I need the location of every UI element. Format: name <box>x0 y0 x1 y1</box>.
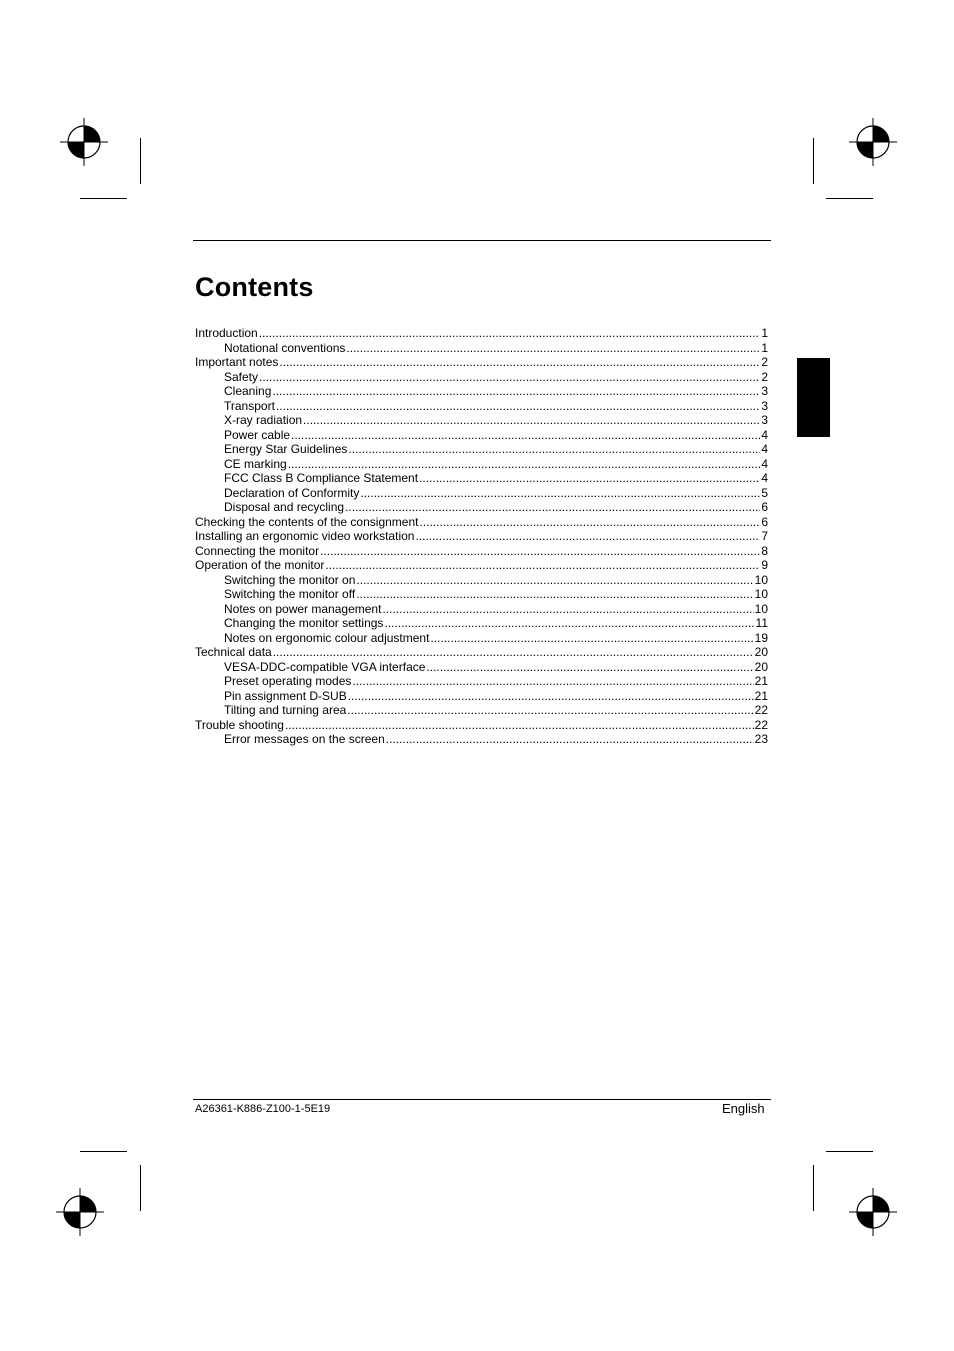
crop-mark-bottom-right-horizontal <box>826 1151 873 1152</box>
toc-leader-dots <box>279 355 760 370</box>
toc-leader-dots <box>288 457 761 472</box>
toc-leader-dots <box>352 674 753 689</box>
crop-mark-top-right-vertical <box>813 138 814 184</box>
toc-entry[interactable] <box>195 660 768 675</box>
toc-entry[interactable] <box>195 544 768 559</box>
toc-leader-dots <box>291 428 760 443</box>
toc-entry-label: Error messages on the screen <box>224 732 385 746</box>
crop-mark-top-left-vertical <box>140 138 141 184</box>
toc-entry-page: 4 <box>761 442 768 456</box>
crop-mark-top-left-horizontal <box>80 198 127 199</box>
toc-entry-label: Cleaning <box>224 384 272 398</box>
toc-entry-page: 3 <box>761 384 768 398</box>
toc-entry-label: Power cable <box>224 427 291 442</box>
toc-entry[interactable] <box>195 471 768 486</box>
toc-entry[interactable] <box>195 326 768 341</box>
toc-entry[interactable] <box>195 500 768 515</box>
toc-entry-page: 22 <box>754 703 768 717</box>
toc-entry[interactable] <box>195 457 768 472</box>
toc-leader-dots <box>356 587 753 602</box>
toc-entry-label: Switching the monitor on <box>224 572 356 587</box>
toc-entry[interactable] <box>195 355 768 370</box>
toc-entry-page: 20 <box>754 659 768 674</box>
toc-entry[interactable] <box>195 732 768 747</box>
toc-entry[interactable] <box>195 442 768 457</box>
toc-leader-dots <box>348 689 754 704</box>
toc-entry-page: 11 <box>755 616 768 630</box>
toc-entry[interactable] <box>195 689 768 704</box>
toc-entry-page: 21 <box>754 674 768 688</box>
toc-entry-page: 4 <box>761 427 768 442</box>
document-id: A26361-K886-Z100-1-5E19 <box>195 1103 331 1115</box>
toc-entry-label: Important notes <box>195 355 279 369</box>
toc-entry-label: Disposal and recycling <box>224 500 345 514</box>
toc-entry-page: 1 <box>761 340 768 355</box>
toc-leader-dots <box>325 558 760 573</box>
crop-mark-top-right-horizontal <box>826 198 873 199</box>
toc-leader-dots <box>273 645 754 660</box>
page-title: Contents <box>195 272 314 302</box>
header-rule <box>193 240 771 241</box>
toc-entry-label: Connecting the monitor <box>195 543 320 558</box>
toc-entry-label: Safety <box>224 369 259 384</box>
toc-leader-dots <box>419 471 760 486</box>
toc-leader-dots <box>285 718 754 733</box>
toc-leader-dots <box>345 500 760 515</box>
toc-entry-page: 5 <box>761 485 768 500</box>
toc-entry-page: 10 <box>754 587 768 601</box>
toc-leader-dots <box>426 660 753 675</box>
toc-leader-dots <box>259 326 761 341</box>
registration-mark-icon <box>56 1188 104 1236</box>
toc-entry-label: Trouble shooting <box>195 717 284 732</box>
toc-entry[interactable] <box>195 515 768 530</box>
toc-leader-dots <box>415 529 760 544</box>
toc-leader-dots <box>320 544 760 559</box>
toc-entry[interactable] <box>195 616 768 631</box>
toc-entry[interactable] <box>195 341 768 356</box>
toc-entry-page: 2 <box>761 369 768 384</box>
toc-entry-label: Energy Star Guidelines <box>224 442 348 456</box>
toc-leader-dots <box>419 515 760 530</box>
toc-entry[interactable] <box>195 413 768 428</box>
toc-entry[interactable] <box>195 428 768 443</box>
registration-mark-icon <box>60 118 108 166</box>
crop-mark-bottom-left-vertical <box>140 1165 141 1211</box>
registration-mark-icon <box>849 1188 897 1236</box>
toc-entry[interactable] <box>195 645 768 660</box>
toc-entry-label: Notes on ergonomic colour adjustment <box>224 630 430 645</box>
toc-entry-page: 4 <box>761 471 768 485</box>
toc-entry[interactable] <box>195 587 768 602</box>
crop-mark-bottom-left-horizontal <box>80 1151 127 1152</box>
toc-entry-label: Changing the monitor settings <box>224 616 384 630</box>
chapter-thumb-tab <box>797 358 830 437</box>
toc-leader-dots <box>348 442 760 457</box>
toc-entry-label: Transport <box>224 398 275 413</box>
toc-entry[interactable] <box>195 674 768 689</box>
toc-entry-label: Pin assignment D-SUB <box>224 688 347 703</box>
toc-entry[interactable] <box>195 558 768 573</box>
toc-entry-label: Preset operating modes <box>224 674 352 688</box>
toc-entry-page: 1 <box>761 326 768 340</box>
toc-leader-dots <box>384 616 754 631</box>
toc-leader-dots <box>303 413 760 428</box>
toc-entry-page: 9 <box>761 558 768 572</box>
toc-entry-page: 19 <box>754 630 768 645</box>
toc-entry-page: 10 <box>754 572 768 587</box>
toc-entry[interactable] <box>195 573 768 588</box>
crop-mark-bottom-right-vertical <box>813 1165 814 1211</box>
toc-leader-dots <box>276 399 760 414</box>
toc-entry-label: Declaration of Conformity <box>224 485 360 500</box>
toc-entry-page: 22 <box>754 717 768 732</box>
toc-entry[interactable] <box>195 384 768 399</box>
toc-entry-page: 2 <box>761 355 768 369</box>
toc-leader-dots <box>356 573 753 588</box>
toc-entry-page: 4 <box>761 456 768 471</box>
toc-entry[interactable] <box>195 529 768 544</box>
language-label: English <box>722 1101 765 1116</box>
toc-entry-page: 23 <box>754 732 768 746</box>
toc-entry-page: 3 <box>761 413 768 427</box>
toc-entry[interactable] <box>195 718 768 733</box>
toc-entry[interactable] <box>195 703 768 718</box>
toc-entry-label: Notational conventions <box>224 340 346 355</box>
toc-leader-dots <box>382 602 753 617</box>
table-of-contents <box>195 326 768 747</box>
toc-entry-label: FCC Class B Compliance Statement <box>224 471 419 485</box>
toc-entry-page: 6 <box>761 500 768 514</box>
toc-leader-dots <box>259 370 760 385</box>
toc-entry-label: VESA-DDC-compatible VGA interface <box>224 659 426 674</box>
toc-entry[interactable] <box>195 631 768 646</box>
toc-leader-dots <box>346 341 760 356</box>
toc-entry-label: Technical data <box>195 645 272 659</box>
toc-entry-page: 8 <box>761 543 768 558</box>
toc-entry-label: Notes on power management <box>224 601 382 616</box>
toc-entry-label: Operation of the monitor <box>195 558 325 572</box>
toc-entry[interactable] <box>195 399 768 414</box>
toc-entry-label: CE marking <box>224 456 287 471</box>
toc-entry-label: Introduction <box>195 326 258 340</box>
toc-entry[interactable] <box>195 602 768 617</box>
toc-entry-page: 21 <box>754 688 768 703</box>
toc-entry-label: Checking the contents of the consignment <box>195 514 419 529</box>
toc-leader-dots <box>430 631 753 646</box>
toc-entry-label: X-ray radiation <box>224 413 303 427</box>
toc-entry-page: 7 <box>761 529 768 543</box>
toc-leader-dots <box>272 384 760 399</box>
toc-entry[interactable] <box>195 486 768 501</box>
toc-entry-page: 6 <box>761 514 768 529</box>
toc-entry-page: 20 <box>754 645 768 659</box>
toc-entry-label: Switching the monitor off <box>224 587 356 601</box>
toc-entry-label: Tilting and turning area <box>224 703 347 717</box>
toc-entry[interactable] <box>195 370 768 385</box>
toc-leader-dots <box>386 732 754 747</box>
toc-entry-page: 10 <box>754 601 768 616</box>
toc-leader-dots <box>347 703 753 718</box>
toc-leader-dots <box>360 486 760 501</box>
toc-entry-label: Installing an ergonomic video workstation <box>195 529 415 543</box>
toc-entry-page: 3 <box>761 398 768 413</box>
footer-rule <box>193 1099 771 1100</box>
registration-mark-icon <box>849 118 897 166</box>
